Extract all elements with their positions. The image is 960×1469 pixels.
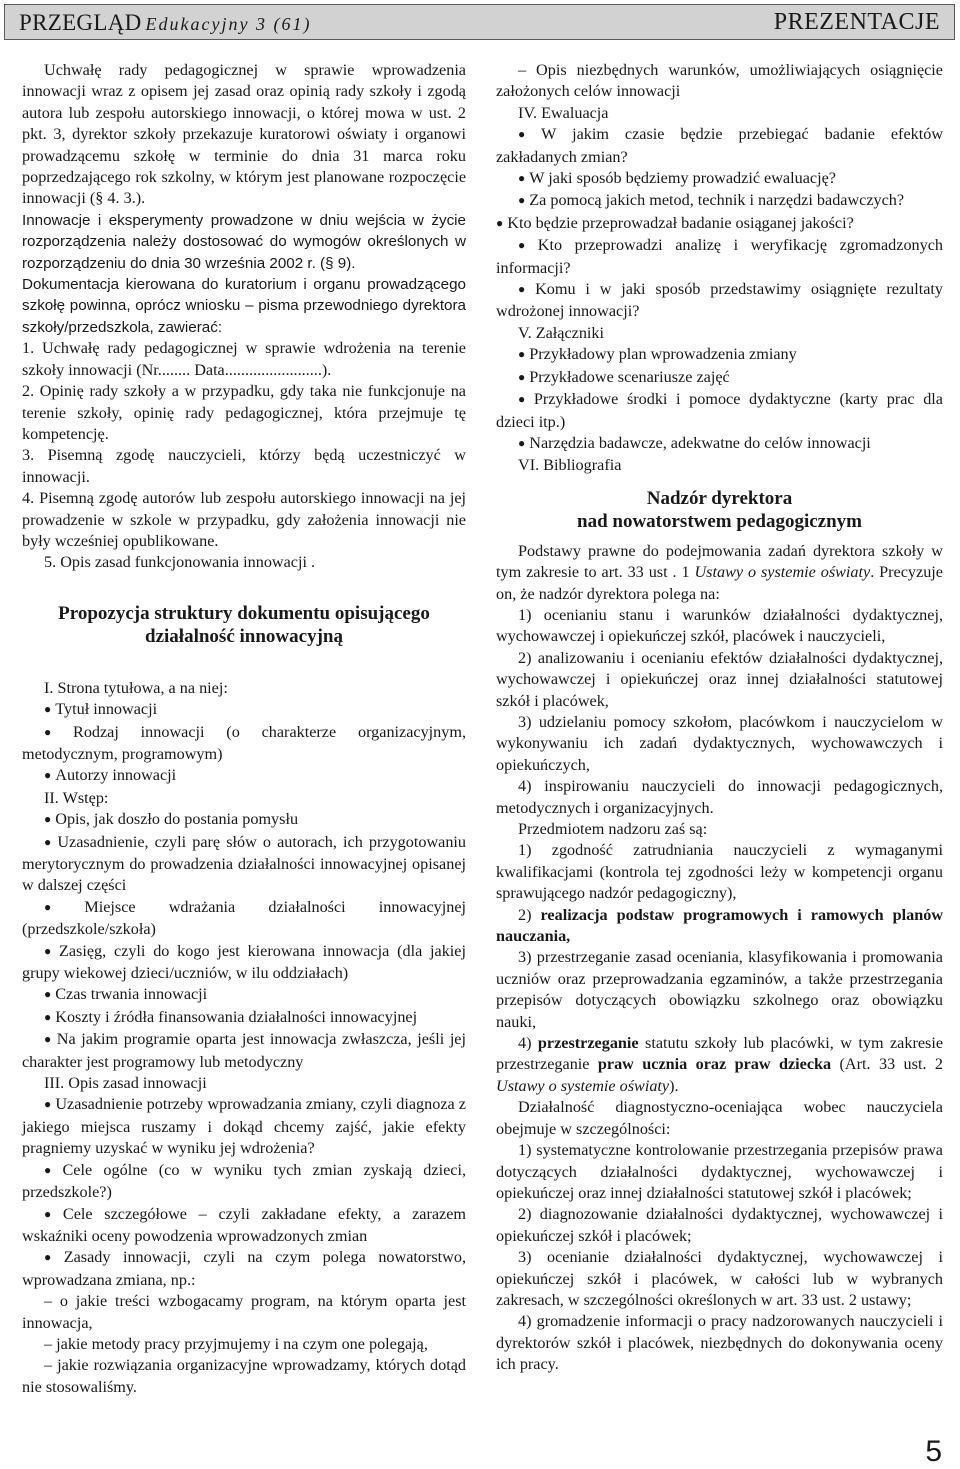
bullet-item: ● Opis, jak doszło do postania pomysłu xyxy=(22,809,466,831)
journal-issue: Edukacyjny 3 (61) xyxy=(145,14,312,34)
bullet-item: ● Przykładowe środki i pomoce dydaktyczne (karty prac dla dzieci itp.) xyxy=(496,389,943,433)
numbered-item: 4) przestrzeganie statutu szkoły lub placówki, w tym zakresie przestrzeganie praw ucznia oraz praw dziecka (Art. 33 ust. 2 Ustawy o systemie oświaty). xyxy=(496,1034,944,1095)
bullet-item: ● Zasady innowacji, czyli na czym polega nowatorstwo, wprowadzana zmiana, np.: xyxy=(22,1247,466,1291)
page-header xyxy=(4,4,955,40)
bullet-item: ● Przykładowe scenariusze zajęć xyxy=(496,367,943,389)
dash-item: – o jakie treści wzbogacamy program, na którym oparta jest innowacja, xyxy=(22,1292,466,1332)
page-number: 5 xyxy=(925,1435,942,1468)
bullet-item: ● Tytuł innowacji xyxy=(22,699,466,721)
bullet-item: ● Zasięg, czyli do kogo jest kierowana innowacja (dla jakiej grupy wiekowej dzieci/uczniów, w ilu oddziałach) xyxy=(22,941,466,985)
numbered-item: 3. Pisemną zgodę nauczycieli, którzy będą uczestniczyć w innowacji. xyxy=(22,446,466,486)
paragraph: Innowacje i eksperymenty prowadzone w dniu wejścia w życie rozporządzenia należy dostosować do wymogów określonych w rozporządzeniu do dnia 30 września 2002 r. (§ 9). xyxy=(22,211,466,272)
numbered-item: 4) inspirowaniu nauczycieli do innowacji pedagogicznych, metodycznych i organizacyjnych. xyxy=(496,777,943,817)
bullet-item: ● Kto będzie przeprowadzał badanie osiąganej jakości? xyxy=(496,213,943,235)
emphasis: praw ucznia oraz praw dziecka xyxy=(597,1055,832,1074)
bullet-item: ● Autorzy innowacji xyxy=(22,765,466,787)
section-heading-line: nad nowatorstwem pedagogicznym xyxy=(577,510,862,532)
numbered-item: 2) realizacja podstaw programowych i ramowych planów nauczania, xyxy=(496,905,944,946)
bullet-item: ● Uzasadnienie potrzeby wprowadzania zmiany, czyli diagnoza z jakiego miejsca ruszamy i dokąd chcemy zajść, jakie efekty pragniemy uzyskać w wyniku jej wdrożenia? xyxy=(22,1094,466,1159)
outline-heading: IV. Ewaluacja xyxy=(518,103,609,122)
right-column xyxy=(496,60,943,1376)
numbered-item: 2) analizowaniu i ocenianiu efektów działalności dydaktycznej, wychowawczej i opiekuńczej oraz innej działalności statutowej szkół i placówek, xyxy=(496,648,943,710)
emphasis: realizacja podstaw programowych i ramowych planów nauczania, xyxy=(496,905,944,946)
paragraph: Przedmiotem nadzoru zaś są: xyxy=(518,820,708,838)
outline-heading: VI. Bibliografia xyxy=(518,456,622,475)
bullet-item: ● Koszty i źródła finansowania działalności innowacyjnej xyxy=(22,1007,466,1029)
bullet-item: ● Przykładowy plan wprowadzenia zmiany xyxy=(496,344,943,366)
bullet-item: ● Narzędzia badawcze, adekwatne do celów innowacji xyxy=(496,433,943,455)
dash-item: – jakie metody pracy przyjmujemy i na czym one polegają, xyxy=(44,1334,428,1353)
outline-heading: III. Opis zasad innowacji xyxy=(44,1074,207,1093)
journal-title: PRZEGLĄD Edukacyjny 3 (61) xyxy=(19,10,312,35)
section-heading: Propozycja struktury dokumentu opisującego działalność innowacyjną xyxy=(58,602,430,647)
bullet-item: ● Kto przeprowadzi analizę i weryfikację zgromadzonych informacji? xyxy=(496,235,943,279)
bullet-item: ● Rodzaj innowacji (o charakterze organizacyjnym, metodycznym, programowym) xyxy=(22,722,466,766)
bullet-item: ● Cele ogólne (co w wyniku tych zmian zyskają dzieci, przedszkole?) xyxy=(22,1160,466,1204)
paragraph: Uchwałę rady pedagogicznej w sprawie wprowadzenia innowacji wraz z opisem jej zasad oraz opinią rady szkoły i zgodą autora lub zespołu autorskiego innowacji, o której mowa w ust. 2 pkt. 3, dyrektor szkoły przekazuje kuratorowi oświaty i organowi prowadzącemu szkołę w terminie do dnia 31 marca roku poprzedzającego rok szkolny, w którym jest planowane rozpoczęcie innowacji (§ 4. 3.). xyxy=(22,61,466,208)
numbered-item: 5. Opis zasad funkcjonowania innowacji . xyxy=(44,553,316,572)
dash-item: – Opis niezbędnych warunków, umożliwiających osiągnięcie założonych celów innowacji xyxy=(496,61,943,101)
paragraph: Działalność diagnostyczno-oceniająca wobec nauczyciela obejmuje w szczególności: xyxy=(496,1098,943,1138)
outline-heading: II. Wstęp: xyxy=(44,788,109,807)
bullet-item: ● Uzasadnienie, czyli parę słów o autorach, ich przygotowaniu merytorycznym do prowadzenia działalności innowacyjnej opisanej w dalszej części xyxy=(22,832,466,897)
numbered-item: 1) ocenianiu stanu i warunków działalności dydaktycznej, wychowawczej i opiekuńczej szkół, placówek i nauczycieli, xyxy=(496,605,943,646)
bullet-item: ● Komu i w jaki sposób przedstawimy osiągnięte rezultaty wdrożonej innowacji? xyxy=(496,279,943,323)
law-title: Ustawy o systemie oświaty xyxy=(694,563,871,582)
bullet-item: ● Miejsce wdrażania działalności innowacyjnej (przedszkole/szkoła) xyxy=(22,897,466,941)
bullet-item: ● Cele szczegółowe – czyli zakładane efekty, a zarazem wskaźniki oceny powodzenia wprowadzonych zmian xyxy=(22,1204,466,1248)
numbered-item: 4) gromadzenie informacji o pracy nadzorowanych nauczycieli i dyrektorów szkół i placówek, niezbędnych do dokonywania oceny ich pracy. xyxy=(496,1312,943,1374)
numbered-item: 3) ocenianie działalności dydaktycznej, wychowawczej i opiekuńczej szkół i placówek, w całości lub w wybranych zakresach, w szczególności określonych w art. 33 ust. 2 ustawy; xyxy=(496,1248,943,1309)
dash-item: – jakie rozwiązania organizacyjne wprowadzamy, których dotąd nie stosowaliśmy. xyxy=(22,1356,466,1396)
bullet-item: ● Czas trwania innowacji xyxy=(22,984,466,1006)
emphasis: przestrzeganie xyxy=(537,1034,639,1053)
bullet-item: ● W jaki sposób będziemy prowadzić ewaluację? xyxy=(496,168,943,190)
numbered-item: 1. Uchwałę rady pedagogicznej w sprawie wdrożenia na terenie szkoły innowacji (Nr........ Data........................). xyxy=(22,339,466,379)
numbered-item: 2) diagnozowanie działalności dydaktycznej, wychowawczej i opiekuńczej szkół i placówek; xyxy=(496,1205,943,1245)
bullet-item: ● Za pomocą jakich metod, technik i narzędzi badawczych? xyxy=(496,190,943,212)
paragraph: Podstawy prawne do podejmowania zadań dyrektora szkoły w tym zakresie to art. 33 ust . 1 Ustawy o systemie oświaty. Precyzuje on, że nadzór dyrektora polega na: xyxy=(496,541,943,603)
outline-heading: I. Strona tytułowa, a na niej: xyxy=(44,678,228,697)
bullet-item: ● W jakim czasie będzie przebiegać badanie efektów zakładanych zmian? xyxy=(496,124,943,168)
law-title: Ustawy o systemie oświaty xyxy=(496,1076,670,1095)
section-label: PREZENTACJE xyxy=(773,9,940,35)
bullet-item: ● Na jakim programie oparta jest innowacja zwłaszcza, jeśli jej charakter jest programowy lub metodyczny xyxy=(22,1029,466,1073)
numbered-item: 2. Opinię rady szkoły a w przypadku, gdy taka nie funkcjonuje na terenie szkoły, opinię rady pedagogicznej, która przejmuje tę kompetencję. xyxy=(22,382,466,443)
numbered-item: 4. Pisemną zgodę autorów lub zespołu autorskiego innowacji na jej prowadzenie w szkole w przypadku, gdy założenia innowacji nie były wcześniej opublikowane. xyxy=(22,489,466,550)
numbered-item: 3) udzielaniu pomocy szkołom, placówkom i nauczycielom w wykonywaniu ich zadań dydaktycznych, wychowawczych i opiekuńczych, xyxy=(496,712,943,774)
numbered-item: 1) systematyczne kontrolowanie przestrzegania przepisów prawa dotyczących działalności dydaktycznej, wychowawczej i opiekuńczej oraz innej działalności statutowej szkół i placówek; xyxy=(496,1141,943,1202)
numbered-item: 1) zgodność zatrudniania nauczycieli z wymaganymi kwalifikacjami (kontrola tej zgodności leży w kompetencji organu sprawującego nadzór pedagogiczny), xyxy=(496,841,943,903)
outline-heading: V. Załączniki xyxy=(518,323,605,342)
section-heading-line: Nadzór dyrektora xyxy=(646,487,793,509)
left-column xyxy=(22,60,466,1398)
numbered-item: 3) przestrzeganie zasad oceniania, klasyfikowania i promowania uczniów oraz przeprowadzania egzaminów, a także przestrzegania przepisów dotyczących obowiązku szkolnego oraz obowiązku nauki, xyxy=(496,948,943,1031)
section-heading xyxy=(496,487,943,533)
paragraph: Dokumentacja kierowana do kuratorium i organu prowadzącego szkołę powinna, oprócz wniosku – pisma przewodniego dyrektora szkoły/przedszkola, zawierać: xyxy=(22,276,466,336)
